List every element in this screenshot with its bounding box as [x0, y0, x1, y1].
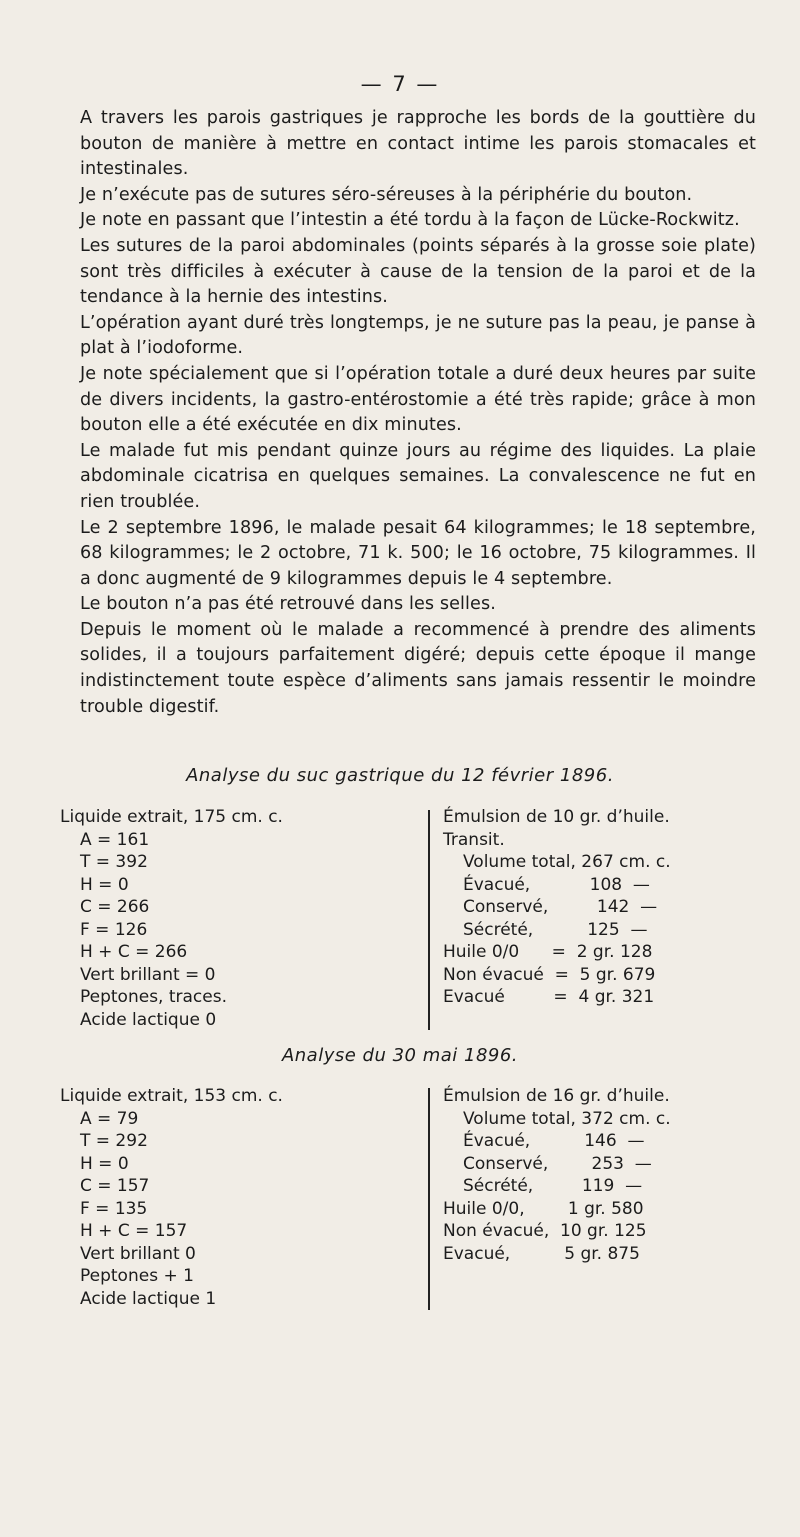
page-number: — 7 —	[360, 72, 440, 96]
analysis2-left-line: H = 0	[80, 1153, 129, 1174]
analysis1-left-line: Liquide extrait, 175 cm. c.	[60, 807, 283, 827]
analysis1-right-column	[443, 806, 671, 1009]
paragraph: Depuis le moment où le malade a recommencé à prendre des aliments solides, il a toujours parfaitement digéré; depuis cette époque il mange indistinctement toute espèce d’aliments sans jamais ressentir le moindre trouble digestif.	[80, 619, 756, 717]
paragraph: Les sutures de la paroi abdominales (points séparés à la grosse soie plate) sont très difficiles à exécuter à cause de la tension de la paroi et de la tendance à la hernie des intestins.	[80, 235, 756, 308]
analysis1-left-line: Peptones, traces.	[80, 987, 227, 1007]
column-divider	[428, 810, 430, 1030]
paragraph: Le 2 septembre 1896, le malade pesait 64 kilogrammes; le 18 septembre, 68 kilogrammes; le 2 octobre, 71 k. 500; le 16 octobre, 75 kilogrammes. Il a donc augmenté de 9 kilogrammes depuis le 4 septembre.	[80, 517, 756, 589]
analysis1-right-line: Émulsion de 10 gr. d’huile.	[443, 807, 670, 827]
analysis1-left-line: H + C = 266	[80, 942, 188, 962]
analysis2-right-line: Huile 0/0, 1 gr. 580	[443, 1198, 644, 1219]
analysis1-left-line: Vert brillant = 0	[80, 964, 216, 985]
body-text	[56, 106, 756, 720]
analysis1-right-line: Transit.	[443, 829, 505, 850]
paragraph: L’opération ayant duré très longtemps, je ne suture pas la peau, je panse à plat à l’iodoforme.	[80, 312, 756, 359]
analysis2-right-line: Non évacué, 10 gr. 125	[443, 1221, 647, 1241]
analysis1-right-line: Volume total, 267 cm. c.	[463, 852, 671, 872]
paragraph: Le malade fut mis pendant quinze jours au régime des liquides. La plaie abdominale cicatrisa en quelques semaines. La convalescence ne fut en rien troublée.	[80, 440, 756, 512]
analysis2-right-line: Émulsion de 16 gr. d’huile.	[443, 1086, 670, 1106]
analysis1-right-line: Huile 0/0 = 2 gr. 128	[443, 942, 653, 962]
analysis2-left-line: Peptones + 1	[80, 1266, 194, 1286]
analysis2-left-column	[60, 1085, 283, 1310]
analysis1-left-line: T = 392	[80, 852, 148, 872]
analysis2-left-line: Acide lactique 1	[80, 1288, 217, 1309]
analysis1-right-line: Non évacué = 5 gr. 679	[443, 964, 656, 985]
analysis2-right-line: Conservé, 253 —	[463, 1153, 652, 1174]
paragraph: Je note en passant que l’intestin a été tordu à la façon de Lücke-Rockwitz.	[80, 210, 740, 231]
analysis1-left-line: Acide lactique 0	[80, 1009, 217, 1030]
analysis2-left-line: T = 292	[80, 1131, 148, 1151]
analysis1-right-line: Évacué, 108 —	[463, 874, 650, 895]
analysis1-left-column	[60, 806, 283, 1031]
analysis2-left-line: Liquide extrait, 153 cm. c.	[60, 1086, 283, 1106]
analysis1-right-line: Evacué = 4 gr. 321	[443, 987, 655, 1007]
analysis2-right-line: Evacué, 5 gr. 875	[443, 1243, 640, 1264]
analysis1-left-line: F = 126	[80, 919, 148, 940]
analysis2-left-line: H + C = 157	[80, 1221, 188, 1241]
analysis2-right-column	[443, 1085, 671, 1265]
analysis1-left-line: A = 161	[80, 829, 150, 850]
analysis2-left-line: C = 157	[80, 1176, 150, 1196]
paragraph: Je note spécialement que si l’opération totale a duré deux heures par suite de divers incidents, la gastro-entérostomie a été très rapide; grâce à mon bouton elle a été exécutée en dix minutes.	[80, 363, 756, 436]
analysis1-right-line: Sécrété, 125 —	[463, 919, 648, 940]
analysis2-left-line: F = 135	[80, 1198, 148, 1219]
analysis1-left-line: H = 0	[80, 874, 129, 895]
analysis1-right-line: Conservé, 142 —	[463, 897, 658, 917]
column-divider	[428, 1088, 430, 1310]
analysis2-left-line: A = 79	[80, 1108, 139, 1129]
analysis2-right-line: Évacué, 146 —	[463, 1131, 645, 1151]
analysis2-right-line: Volume total, 372 cm. c.	[463, 1108, 671, 1129]
analysis2-left-line: Vert brillant 0	[80, 1243, 196, 1264]
paragraph: Le bouton n’a pas été retrouvé dans les selles.	[80, 594, 496, 615]
analysis2-right-line: Sécrété, 119 —	[463, 1176, 643, 1196]
paragraph: A travers les parois gastriques je rapproche les bords de la gouttière du bouton de manière à mettre en contact intime les parois stomacales et intestinales.	[80, 108, 756, 180]
analysis1-title: Analyse du suc gastrique du 12 février 1896.	[186, 765, 614, 786]
analysis1-left-line: C = 266	[80, 897, 150, 917]
analysis2-title: Analyse du 30 mai 1896.	[281, 1045, 519, 1066]
paragraph: Je n’exécute pas de sutures séro-séreuses à la périphérie du bouton.	[80, 184, 693, 205]
